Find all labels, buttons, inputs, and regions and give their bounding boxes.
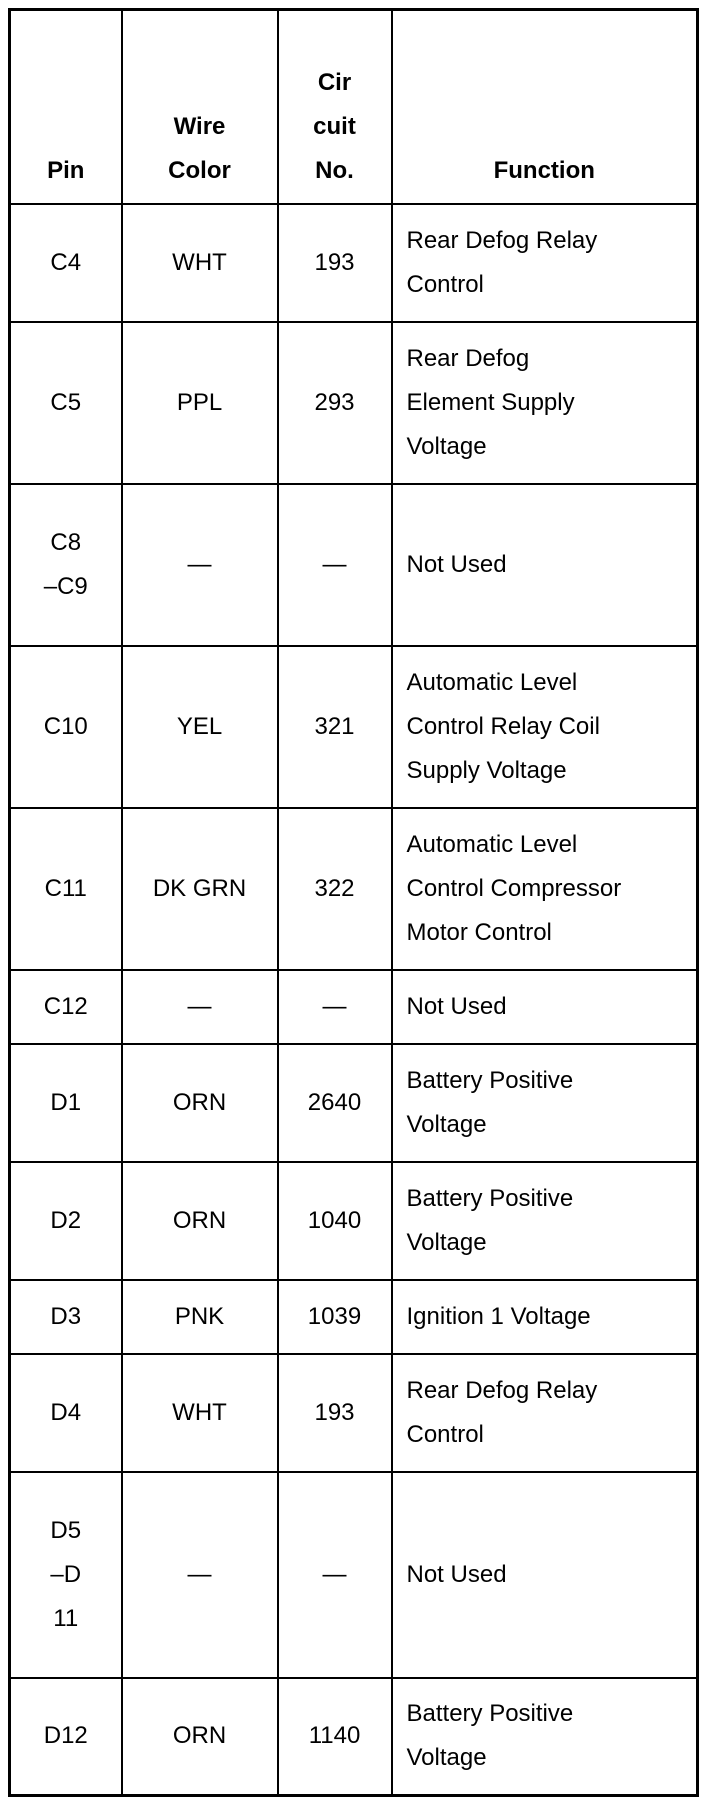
cell-pin: D4 bbox=[10, 1354, 122, 1472]
table-row bbox=[10, 1162, 698, 1280]
cell-wire-color: PPL bbox=[122, 322, 278, 484]
cell-circuit-no: 1040 bbox=[278, 1162, 392, 1280]
table-row bbox=[10, 322, 698, 484]
cell-pin: C8 –C9 bbox=[10, 484, 122, 646]
cell-pin: D1 bbox=[10, 1044, 122, 1162]
table-row bbox=[10, 1044, 698, 1162]
cell-circuit-no: 1140 bbox=[278, 1678, 392, 1796]
cell-function: Not Used bbox=[392, 970, 698, 1044]
pin-table bbox=[8, 8, 699, 1797]
cell-function: Rear Defog Relay Control bbox=[392, 204, 698, 322]
cell-circuit-no: — bbox=[278, 1472, 392, 1678]
header-row bbox=[10, 10, 698, 204]
cell-function: Not Used bbox=[392, 1472, 698, 1678]
cell-circuit-no: 321 bbox=[278, 646, 392, 808]
table-row bbox=[10, 970, 698, 1044]
cell-wire-color: ORN bbox=[122, 1044, 278, 1162]
cell-function: Automatic Level Control Relay Coil Supply Voltage bbox=[392, 646, 698, 808]
header-circuit-no: Cir cuit No. bbox=[278, 10, 392, 204]
cell-wire-color: — bbox=[122, 970, 278, 1044]
cell-circuit-no: 322 bbox=[278, 808, 392, 970]
cell-circuit-no: 193 bbox=[278, 204, 392, 322]
cell-circuit-no: 2640 bbox=[278, 1044, 392, 1162]
cell-wire-color: — bbox=[122, 484, 278, 646]
cell-pin: C5 bbox=[10, 322, 122, 484]
header-function: Function bbox=[392, 10, 698, 204]
cell-function: Rear Defog Relay Control bbox=[392, 1354, 698, 1472]
header-pin: Pin bbox=[10, 10, 122, 204]
cell-wire-color: PNK bbox=[122, 1280, 278, 1354]
cell-pin: D3 bbox=[10, 1280, 122, 1354]
cell-circuit-no: — bbox=[278, 970, 392, 1044]
cell-pin: D5 –D 11 bbox=[10, 1472, 122, 1678]
cell-function: Rear Defog Element Supply Voltage bbox=[392, 322, 698, 484]
cell-pin: D2 bbox=[10, 1162, 122, 1280]
cell-wire-color: WHT bbox=[122, 204, 278, 322]
cell-circuit-no: 193 bbox=[278, 1354, 392, 1472]
cell-function: Battery Positive Voltage bbox=[392, 1044, 698, 1162]
cell-pin: C12 bbox=[10, 970, 122, 1044]
cell-wire-color: — bbox=[122, 1472, 278, 1678]
table-row bbox=[10, 808, 698, 970]
cell-wire-color: DK GRN bbox=[122, 808, 278, 970]
cell-wire-color: WHT bbox=[122, 1354, 278, 1472]
cell-wire-color: ORN bbox=[122, 1162, 278, 1280]
cell-function: Battery Positive Voltage bbox=[392, 1678, 698, 1796]
cell-function: Not Used bbox=[392, 484, 698, 646]
table-row bbox=[10, 1354, 698, 1472]
cell-wire-color: ORN bbox=[122, 1678, 278, 1796]
table-row bbox=[10, 204, 698, 322]
cell-pin: C11 bbox=[10, 808, 122, 970]
cell-pin: C4 bbox=[10, 204, 122, 322]
table-row bbox=[10, 1472, 698, 1678]
header-wire-color: Wire Color bbox=[122, 10, 278, 204]
cell-function: Battery Positive Voltage bbox=[392, 1162, 698, 1280]
table-row bbox=[10, 646, 698, 808]
cell-circuit-no: — bbox=[278, 484, 392, 646]
cell-pin: D12 bbox=[10, 1678, 122, 1796]
table-row bbox=[10, 1280, 698, 1354]
table-row bbox=[10, 484, 698, 646]
cell-pin: C10 bbox=[10, 646, 122, 808]
cell-circuit-no: 293 bbox=[278, 322, 392, 484]
cell-wire-color: YEL bbox=[122, 646, 278, 808]
cell-function: Ignition 1 Voltage bbox=[392, 1280, 698, 1354]
cell-function: Automatic Level Control Compressor Motor Control bbox=[392, 808, 698, 970]
table-row bbox=[10, 1678, 698, 1796]
cell-circuit-no: 1039 bbox=[278, 1280, 392, 1354]
